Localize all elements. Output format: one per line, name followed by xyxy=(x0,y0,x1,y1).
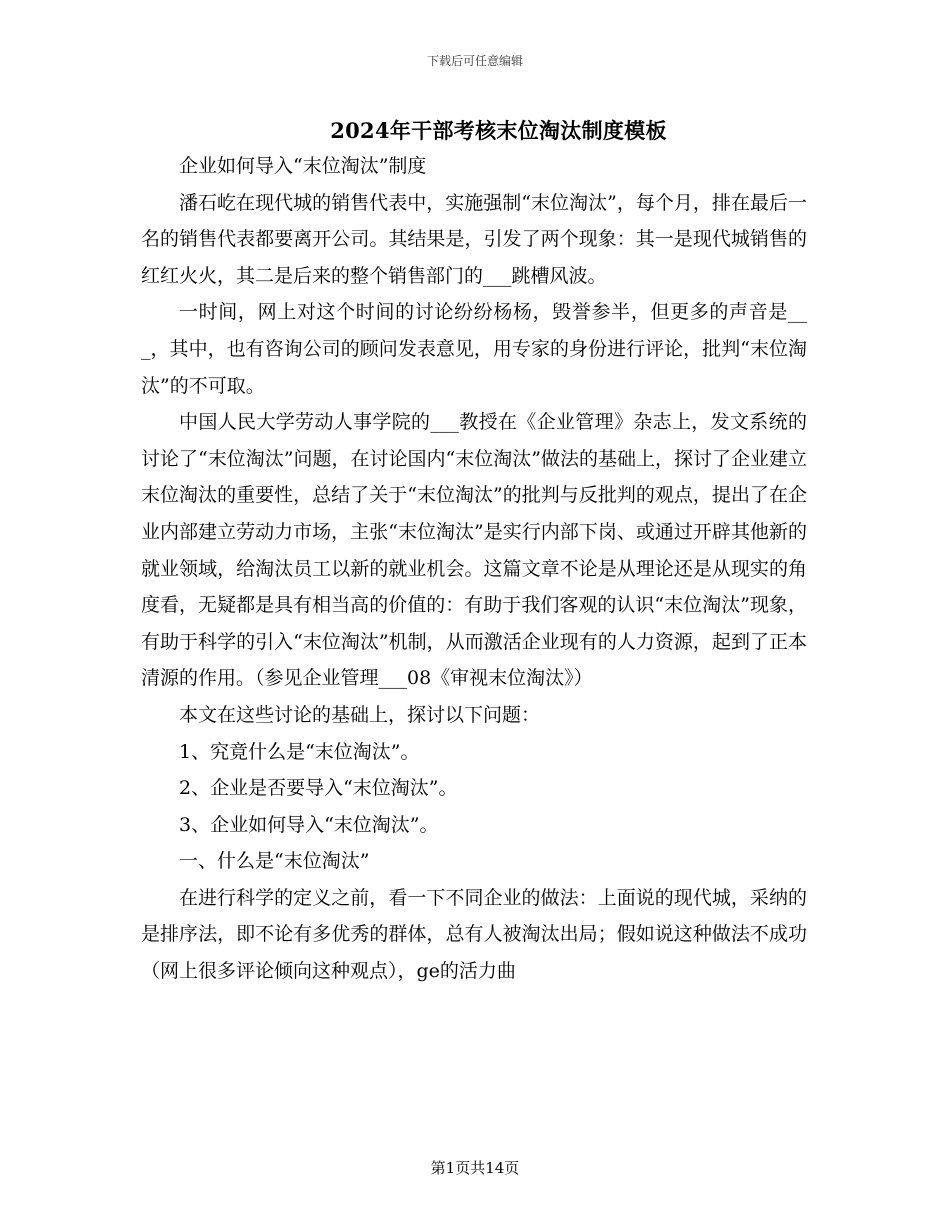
page-header-note: 下载后可任意编辑 xyxy=(426,54,523,68)
paragraph: 在进行科学的定义之前，看一下不同企业的做法：上面说的现代城，采纳的是排序法，即不论有多优秀的群体，总有人被淘汰出局；假如说这种做法不成功（网上很多评论倾向这种观点），ge的活力曲 xyxy=(141,886,807,983)
page-number: 第1页共14页 xyxy=(430,1159,520,1177)
paragraph: 一时间，网上对这个时间的讨论纷纷杨杨，毁誉参半，但更多的声音是___，其中，也有咨询公司的顾问发表意见，用专家的身份进行评论，批判“末位淘汰”的不可取。 xyxy=(141,301,807,397)
paragraph: 潘石屹在现代城的销售代表中，实施强制“末位淘汰”，每个月，排在最后一名的销售代表都要离开公司。其结果是，引发了两个现象：其一是现代城销售的红红火火，其二是后来的整个销售部门的___跳槽风波。 xyxy=(141,191,807,287)
paragraph: 中国人民大学劳动人事学院的___教授在《企业管理》杂志上，发文系统的讨论了“末位淘汰”问题，在讨论国内“末位淘汰”做法的基础上，探讨了企业建立末位淘汰的重要性，总结了关于“末位淘汰”的批判与反批判的观点，提出了在企业内部建立劳动力市场，主张“末位淘汰”是实行内部下岗、或通过开辟其他新的就业领域，给淘汰员工以新的就业机会。这篇文章不论是从理论还是从现实的角度看，无疑都是具有相当高的价值的：有助于我们客观的认识“末位淘汰”现象，有助于科学的引入“末位淘汰”机制，从而激活企业现有的人力资源，起到了正本清源的作用。（参见企业管理___08《审视末位淘汰》） xyxy=(141,411,807,690)
document-title: 2024年干部考核末位淘汰制度模板 xyxy=(330,118,667,143)
document-body xyxy=(141,148,807,990)
paragraph: 企业如何导入“末位淘汰”制度 xyxy=(179,155,427,177)
section-heading: 一、什么是“末位淘汰” xyxy=(179,850,370,873)
list-item: 2、企业是否要导入“末位淘汰”。 xyxy=(179,777,458,800)
list-item: 3、企业如何导入“末位淘汰”。 xyxy=(179,813,439,836)
list-item: 1、究竟什么是“末位淘汰”。 xyxy=(179,740,420,763)
paragraph: 本文在这些讨论的基础上，探讨以下问题： xyxy=(179,703,541,726)
